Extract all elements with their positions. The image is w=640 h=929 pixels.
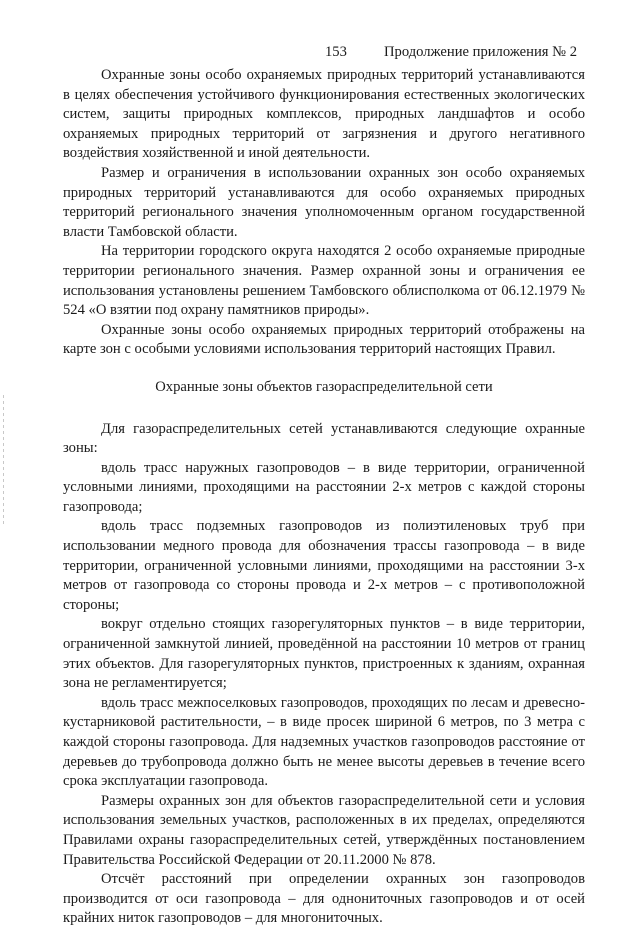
- section-heading-gas-network: Охранные зоны объектов газораспределительной сети: [155, 378, 493, 395]
- page-number: 153: [325, 44, 347, 60]
- document-body: [63, 66, 585, 929]
- list-item-external-pipelines: вдоль трасс наружных газопроводов – в виде территории, ограниченной условными линиями, проходящими на расстоянии 2-х метров с каждой стороны газопровода;: [63, 459, 585, 515]
- paragraph-size-restrictions: Размер и ограничения в использовании охранных зон особо охраняемых природных территорий устанавливаются для особо охраняемых природных территорий регионального значения уполномоченным органом государственной власти Тамбовской области.: [63, 164, 585, 240]
- paragraph-regional-territories: На территории городского округа находятся 2 особо охраняемые природные территории регионального значения. Размер охранной зоны и ограничения ее использования установлены решением Тамбовского облисполкома от 06.12.1979 № 524 «О взятии под охрану памятников природы».: [63, 243, 585, 319]
- paragraph-zone-sizes-rules: Размеры охранных зон для объектов газораспределительной сети и условия использования земельных участков, расположенных в их пределах, определяются Правилами охраны газораспределительных сетей, утверждённых постановлением Правительства Российской Федерации от 20.11.2000 № 878.: [63, 792, 585, 868]
- appendix-label: Продолжение приложения № 2: [384, 44, 577, 60]
- paragraph-map-reference: Охранные зоны особо охраняемых природных территорий отображены на карте зон с особыми условиями использования территорий настоящих Правил.: [63, 321, 585, 358]
- list-item-underground-pipelines: вдоль трасс подземных газопроводов из полиэтиленовых труб при использовании медного провода для обозначения трассы газопровода – в виде территории, ограниченной условными линиями, проходящими на расстоянии 3-х метров от газопровода со стороны провода и 2-х метров – с противоположной стороны;: [63, 518, 585, 613]
- paragraph-distance-measurement: Отсчёт расстояний при определении охранных зон газопроводов производится от оси газопровода – для однониточных газопроводов и от осей крайних ниток газопроводов – для многониточных.: [63, 871, 585, 927]
- list-item-intersettlement-pipelines: вдоль трасс межпоселковых газопроводов, проходящих по лесам и древесно-кустарниковой растительности, – в виде просек шириной 6 метров, по 3 метра с каждой стороны газопровода. Для надземных участков газопроводов расстояние от деревьев до трубопровода должно быть не менее высоты деревьев в течение всего срока эксплуатации газопровода.: [63, 694, 585, 790]
- page-header: [0, 44, 640, 64]
- paragraph-protected-areas-purpose: Охранные зоны особо охраняемых природных территорий устанавливаются в целях обеспечения устойчивого функционирования естественных экологических систем, защиты природных комплексов, природных ландшафтов и особо охраняемых природных территорий от загрязнения и другого негативного воздействия хозяйственной и иной деятельности.: [63, 67, 585, 162]
- scan-margin-mark: [3, 395, 4, 525]
- paragraph-gas-zones-intro: Для газораспределительных сетей устанавливаются следующие охранные зоны:: [63, 420, 585, 457]
- list-item-regulator-points: вокруг отдельно стоящих газорегуляторных пунктов – в виде территории, ограниченной замкнутой линией, проведённой на расстоянии 10 метров от границ этих объектов. Для газорегуляторных пунктов, пристроенных к зданиям, охранная зона не регламентируется;: [63, 616, 585, 692]
